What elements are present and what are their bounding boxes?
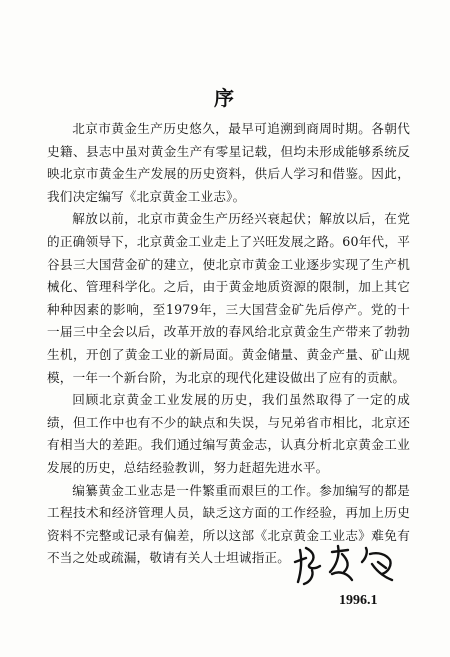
paragraph-3: 回顾北京黄金工业发展的历史，我们虽然取得了一定的成绩，但工作中也有不少的缺点和失误，与兄弟省市相比，北京还有相当大的差距。我们通过编写黄金志，认真分析北京黄金工业发展的历史，总结经验教训，努力赶超先进水平。 [47, 392, 410, 475]
preface-body [47, 118, 410, 570]
paragraph-2: 解放以前，北京市黄金生产历经兴衰起伏；解放以后，在党的正确领导下，北京黄金工业走上了兴旺发展之路。60年代，平谷县三大国营金矿的建立，使北京市黄金工业逐步实现了生产机械化、管理科学化。之后，由于黄金地质资源的限制，加上其它种种因素的影响，至1979年，三大国营金矿先后停产。党的十一届三中全会以后，改革开放的春风给北京黄金生产带来了勃勃生机，开创了黄金工业的新局面。黄金储量、黄金产量、矿山规模，一年一个新台阶，为北京的现代化建设做出了应有的贡献。 [47, 211, 410, 385]
paragraph-1: 北京市黄金生产历史悠久，最早可追溯到商周时期。各朝代史籍、县志中虽对黄金生产有零星记载，但均未形成能够系统反映北京市黄金生产发展的历史资料，供后人学习和借鉴。因此，我们决定编写《北京黄金工业志》。 [47, 121, 410, 204]
paragraph-4: 编纂黄金工业志是一件繁重而艰巨的工作。参加编写的都是工程技术和经济管理人员，缺乏这方面的工作经验，再加上历史资料不完整或记录有偏差，所以这部《北京黄金工业志》难免有不当之处或疏漏，敬请有关人士坦诚指正。 [47, 482, 410, 566]
preface-title: 序 [214, 86, 236, 110]
date-line: 1996.1 [339, 593, 378, 608]
handwritten-signature [292, 540, 404, 588]
